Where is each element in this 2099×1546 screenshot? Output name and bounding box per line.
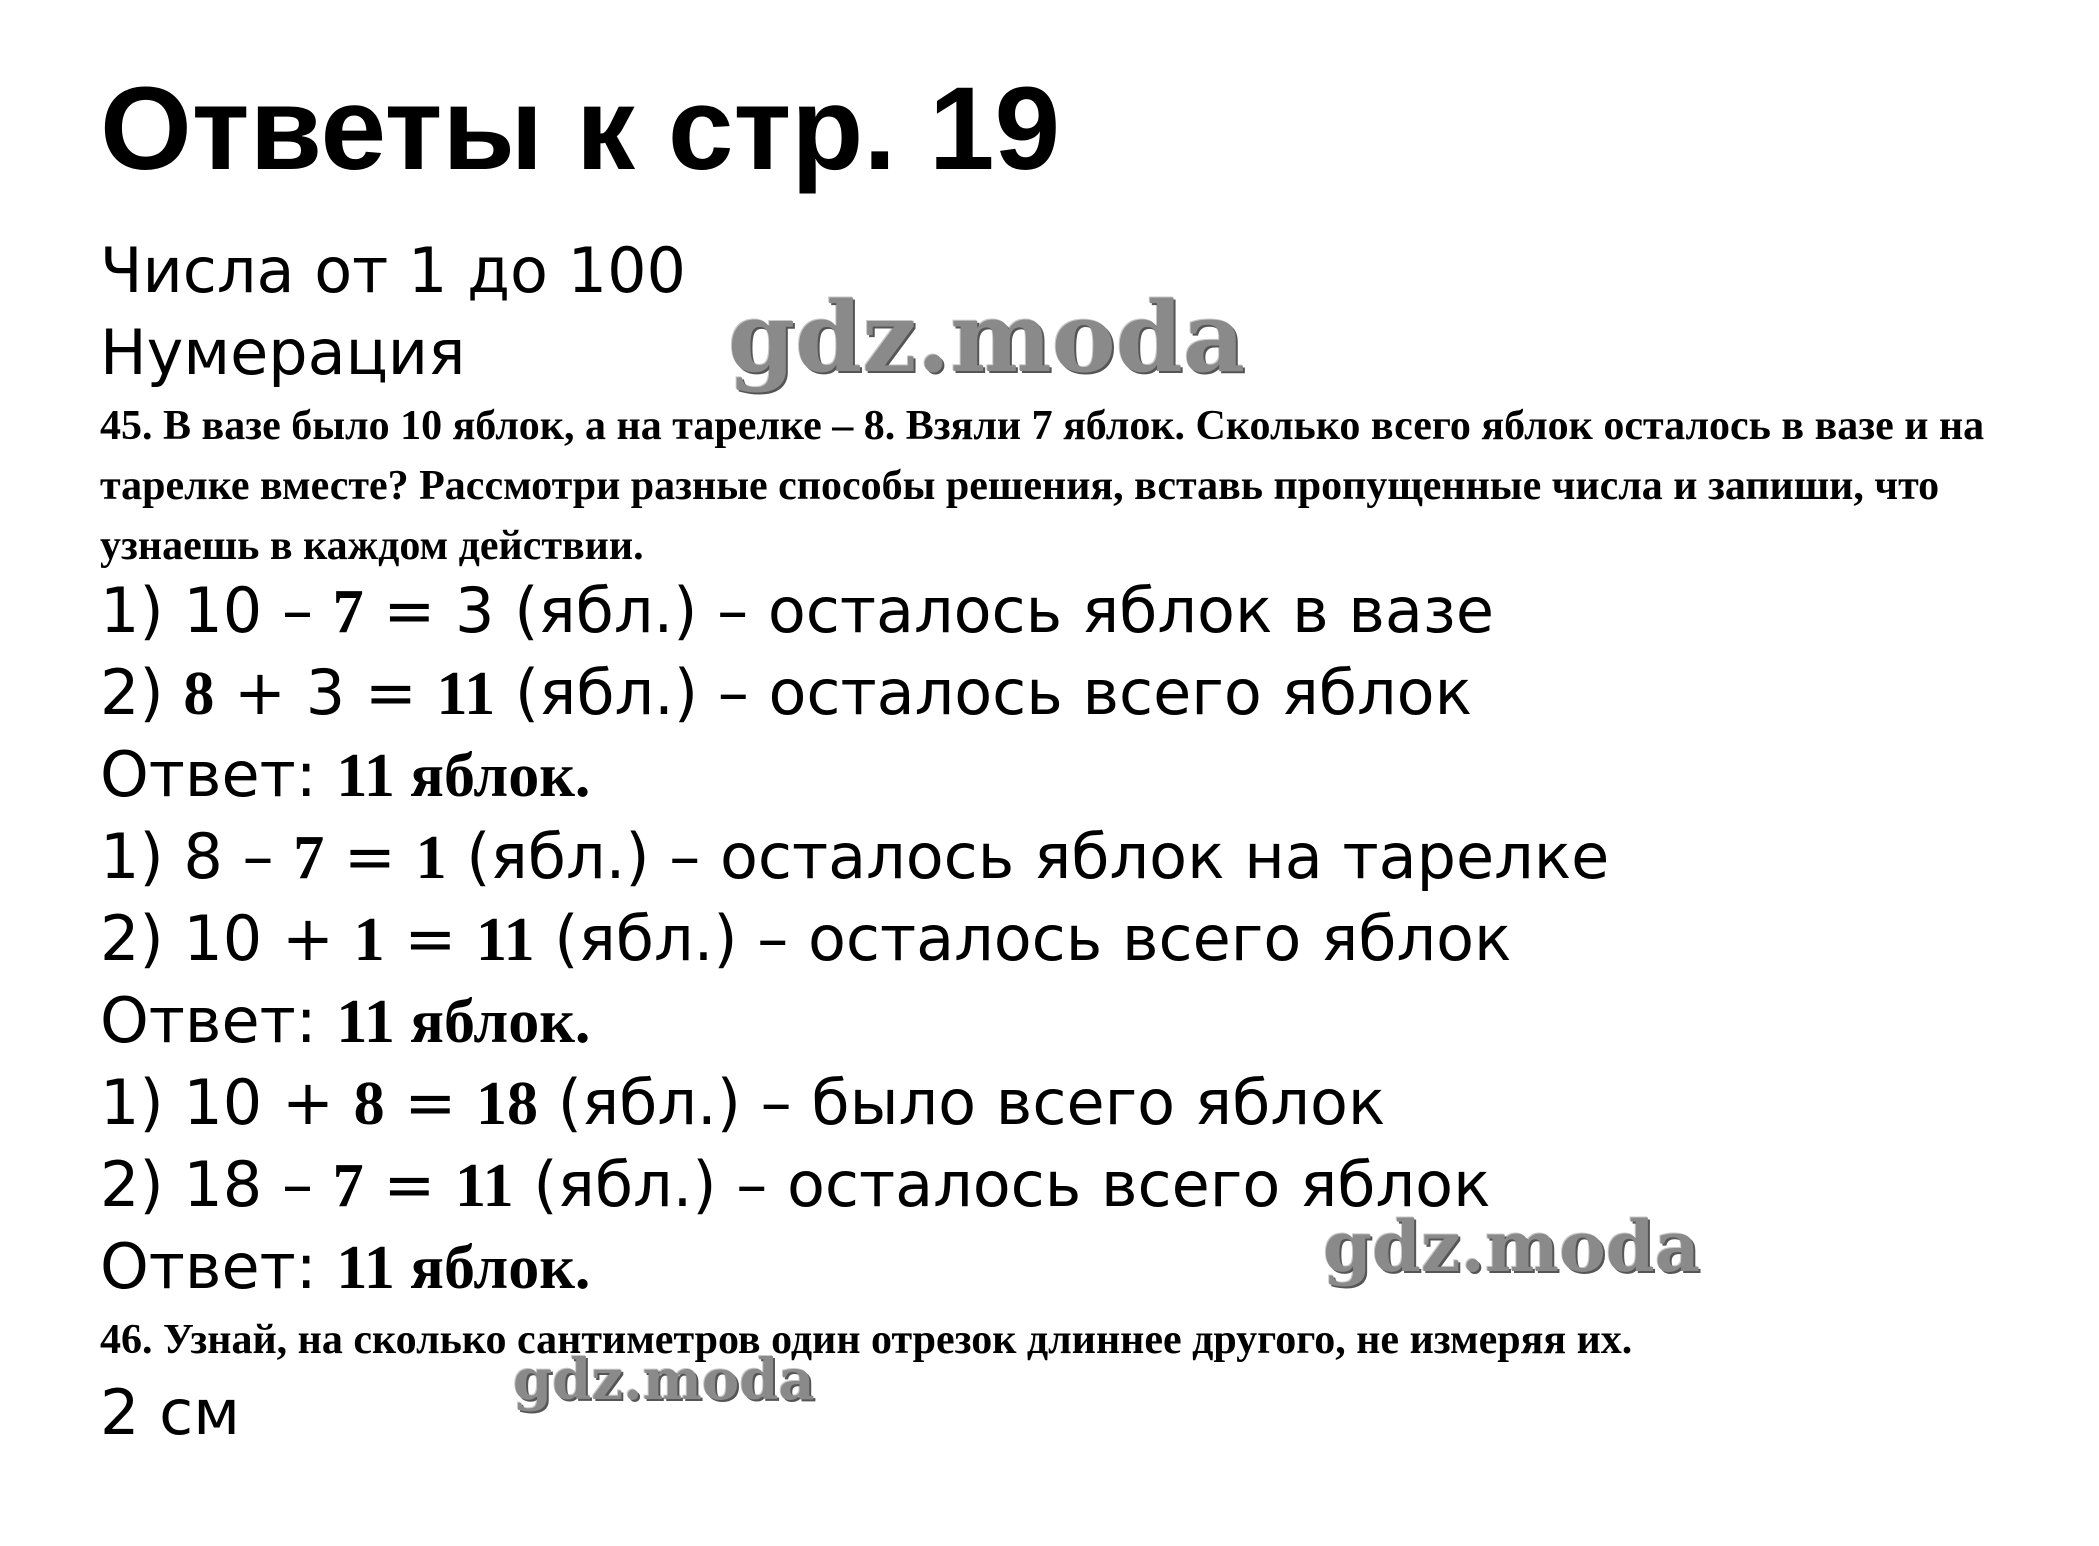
filled-number: 1 [353,906,385,974]
step-middle: = [324,820,416,893]
step-description: (ябл.) – было всего яблок [537,1066,1386,1139]
step-prefix: 1) 10 + [100,1066,354,1139]
filled-number: 7 [293,824,325,892]
filled-number: 7 [332,1152,364,1220]
filled-number: 8 [183,660,215,728]
step-description: (ябл.) – осталось яблок на тарелке [446,820,1610,893]
step-middle: = [384,902,476,975]
watermark-logo: gdz.moda [1323,1205,1701,1288]
step-middle: = [384,1066,476,1139]
filled-number: 11 [436,660,496,728]
filled-number: 11 [475,906,535,974]
answer-label: Ответ: [100,738,337,811]
answer-label: Ответ: [100,1230,337,1303]
solution-1-answer [100,738,591,811]
solution-3-answer [100,1230,591,1303]
answer-label: Ответ: [100,984,337,1057]
step-middle: = [363,1148,456,1221]
task-45-text: 45. В вазе было 10 яблок, а на тарелке – 8. Взяли 7 яблок. Сколько всего яблок осталось в вазе и на тарелке вместе? Рассмотри разные способы решения, вставь пропущенные числа и запиши, что узнаешь в каждом действии. [100,403,1985,569]
subsection-heading: Нумерация [100,316,466,389]
filled-number: 7 [332,578,364,646]
answer-value: 11 яблок. [336,1234,591,1302]
solution-3-step-1 [100,1066,1386,1139]
step-description: (ябл.) – осталось яблок в вазе [514,574,1495,647]
step-prefix: 2) [100,656,184,729]
solution-1-step-2 [100,656,1473,729]
step-description: (ябл.) – осталось всего яблок [495,656,1473,729]
answer-value: 11 яблок. [336,742,591,810]
solution-2-step-1 [100,820,1610,893]
filled-number: 11 [455,1152,514,1220]
watermark-logo: gdz.moda [728,281,1246,394]
step-middle: + 3 = [214,656,437,729]
filled-number: 18 [475,1070,538,1138]
solution-3-step-2 [100,1148,1491,1221]
filled-number: 1 [415,824,447,892]
filled-number: 8 [353,1070,385,1138]
section-heading: Числа от 1 до 100 [100,234,686,307]
step-prefix: 1) 10 – [100,574,333,647]
step-prefix: 2) 10 + [100,902,354,975]
answer-value: 11 яблок. [336,988,591,1056]
step-prefix: 2) 18 – [100,1148,333,1221]
step-description: (ябл.) – осталось всего яблок [534,902,1512,975]
solution-2-step-2 [100,902,1512,975]
step-description: (ябл.) – осталось всего яблок [513,1148,1491,1221]
step-prefix: 1) 8 – [100,820,294,893]
step-middle: = 3 [363,574,515,647]
task-46-text: 46. Узнай, на сколько сантиметров один отрезок длиннее другого, не измеряя их. [100,1317,1633,1363]
page-title: Ответы к стр. 19 [100,63,1061,195]
solution-1-step-1 [100,574,1495,647]
watermark-logo: gdz.moda [513,1347,815,1413]
solution-2-answer [100,984,591,1057]
task-46-answer: 2 см [100,1376,241,1449]
